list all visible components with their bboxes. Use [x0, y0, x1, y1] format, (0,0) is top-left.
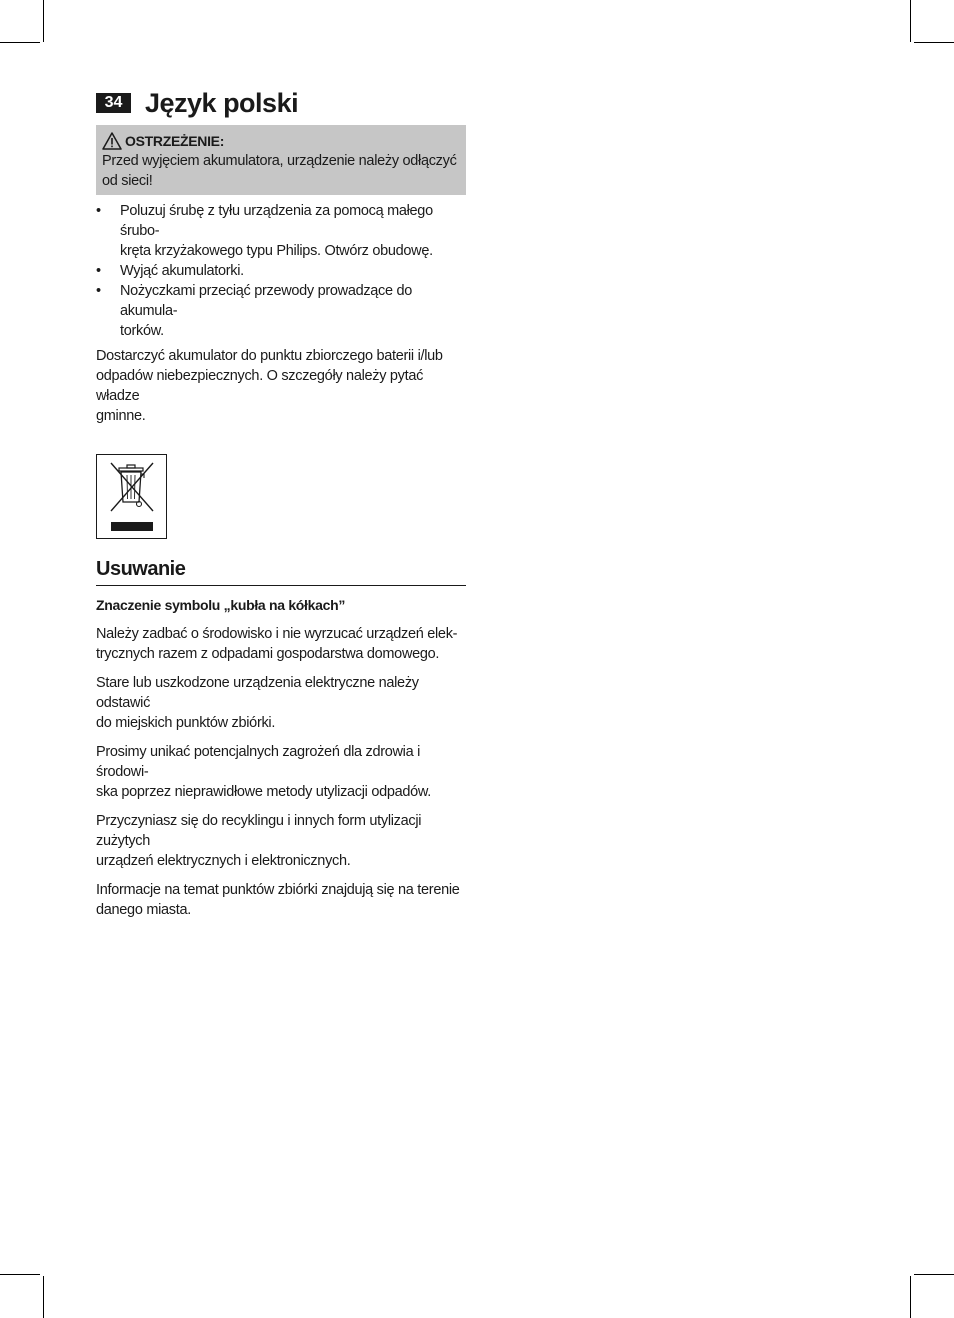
page-number: 34	[96, 93, 131, 113]
warning-text-line: od sieci!	[102, 173, 153, 189]
paragraph-line: do miejskich punktów zbiórki.	[96, 715, 276, 731]
paragraph-line: danego miasta.	[96, 902, 191, 918]
list-item-line: torków.	[120, 323, 164, 339]
list-item-line: kręta krzyżakowego typu Philips. Otwórz obudowę.	[120, 243, 433, 259]
crop-mark	[43, 1276, 44, 1318]
paragraph-line: gminne.	[96, 408, 146, 424]
page-header	[96, 86, 298, 120]
disposal-paragraph	[96, 742, 466, 802]
crop-mark	[43, 0, 44, 42]
crossed-out-wheelie-bin-icon	[97, 455, 165, 537]
page-title: Język polski	[145, 87, 299, 118]
section-heading-disposal: Usuwanie	[96, 556, 466, 586]
paragraph-line: Stare lub uszkodzone urządzenia elektryczne należy odstawić	[96, 675, 419, 711]
list-item-line: • Poluzuj śrubę z tyłu urządzenia za pomocą małego śrubo-	[120, 203, 433, 239]
crop-mark	[0, 42, 40, 43]
crop-mark	[910, 1276, 911, 1318]
list-item	[96, 201, 466, 261]
crop-mark	[0, 1274, 40, 1275]
crop-mark	[914, 1274, 954, 1275]
instruction-list	[96, 201, 466, 341]
crop-mark	[910, 0, 911, 42]
disposal-paragraph	[96, 811, 466, 871]
list-item	[96, 261, 466, 281]
warning-text-line: Przed wyjęciem akumulatora, urządzenie należy odłączyć	[102, 153, 457, 169]
paragraph-line: Informacje na temat punktów zbiórki znajdują się na terenie	[96, 882, 460, 898]
disposal-paragraph	[96, 673, 466, 733]
crop-mark	[914, 42, 954, 43]
paragraph-line: Należy zadbać o środowisko i nie wyrzucać urządzeń elek-	[96, 626, 458, 642]
paragraph-line: trycznych razem z odpadami gospodarstwa domowego.	[96, 646, 440, 662]
warning-heading	[102, 131, 458, 151]
battery-disposal-paragraph	[96, 346, 466, 426]
warning-triangle-icon	[102, 132, 122, 150]
list-item	[96, 281, 466, 341]
main-content	[96, 125, 466, 920]
paragraph-line: Przyczyniasz się do recyklingu i innych form utylizacji zużytych	[96, 813, 422, 849]
paragraph-line: Prosimy unikać potencjalnych zagrożeń dla zdrowia i środowi-	[96, 744, 421, 780]
weee-symbol-box	[96, 454, 167, 539]
warning-box	[96, 125, 466, 195]
list-item-line: • Wyjąć akumulatorki.	[120, 263, 244, 279]
warning-heading-text: OSTRZEŻENIE:	[125, 133, 225, 149]
disposal-paragraph	[96, 880, 466, 920]
paragraph-line: urządzeń elektrycznych i elektronicznych.	[96, 853, 351, 869]
paragraph-line: odpadów niebezpiecznych. O szczegóły należy pytać władze	[96, 368, 424, 404]
paragraph-line: Dostarczyć akumulator do punktu zbiorczego baterii i/lub	[96, 348, 443, 364]
paragraph-line: ska poprzez nieprawidłowe metody utylizacji odpadów.	[96, 784, 432, 800]
list-item-line: • Nożyczkami przeciąć przewody prowadzące do akumula-	[120, 283, 413, 319]
disposal-paragraph	[96, 624, 466, 664]
sub-heading-symbol-meaning: Znaczenie symbolu „kubła na kółkach”	[96, 597, 346, 613]
